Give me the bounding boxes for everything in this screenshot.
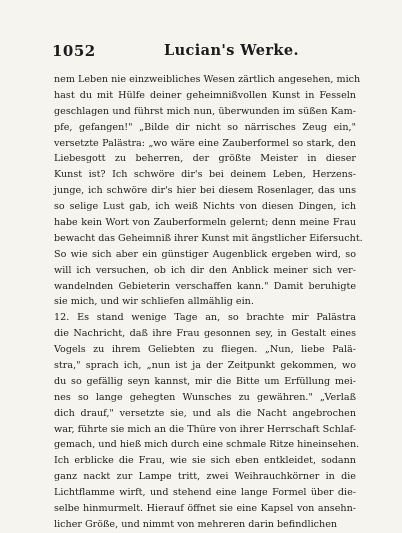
body-text xyxy=(54,72,363,533)
text-line: Kunst ist? Ich schwöre dir's bei deinem Leben, Herzens- xyxy=(54,169,356,181)
text-line: die Nachricht, daß ihre Frau gesonnen sey, in Gestalt eines xyxy=(54,328,356,340)
text-line: nem Leben nie einzweibliches Wesen zärtlich angesehen, mich xyxy=(54,74,361,85)
text-line: So wie sich aber ein günstiger Augenblick ergeben wird, so xyxy=(54,248,356,260)
text-line: gemach, und hieß mich durch eine schmale Ritze hineinsehen. xyxy=(54,439,360,451)
text-line: ganz nackt zur Lampe tritt, zwei Weihrauchkörner in die xyxy=(54,471,356,483)
text-line: 12. Es stand wenige Tage an, so brachte mir Palästra xyxy=(54,312,356,324)
text-line: selbe hinmurmelt. Hierauf öffnet sie eine Kapsel von ansehn- xyxy=(54,503,356,515)
text-line: dich drauf," versetzte sie, und als die Nacht angebrochen xyxy=(54,407,356,419)
text-line: junge, ich schwöre dir's hier bei diesem Rosenlager, das uns xyxy=(54,185,356,197)
text-line: hast du mit Hülfe deiner geheimnißvollen Kunst in Fesseln xyxy=(54,89,356,101)
text-line: will ich versuchen, ob ich dir den Anblick meiner sich ver- xyxy=(54,264,356,276)
text-line: nes so lange gehegten Wunsches zu gewähren." „Verlaß xyxy=(54,391,356,403)
text-line: habe kein Wort von Zauberformeln gelernt; denn meine Frau xyxy=(54,217,356,229)
text-line: pfe, gefangen!" „Bilde dir nicht so närrisches Zeug ein," xyxy=(54,121,356,133)
text-line: bewacht das Geheimniß ihrer Kunst mit ängstlicher Eifersucht. xyxy=(54,232,363,244)
text-line: Ich erblicke die Frau, wie sie sich eben entkleidet, sodann xyxy=(54,455,356,467)
text-line: so selige Lust gab, ich weiß Nichts von diesen Dingen, ich xyxy=(54,201,356,213)
text-line: versetzte Palästra: „wo wäre eine Zauberformel so stark, den xyxy=(54,137,356,149)
text-line: Vogels zu ihrem Geliebten zu fliegen. „Nun, liebe Palä- xyxy=(54,344,356,356)
page-number: 1052 xyxy=(52,42,96,60)
text-line: licher Größe, und nimmt von mehreren darin befindlichen xyxy=(54,518,338,530)
text-line: wandelnden Gebieterin verschaffen kann." Damit beruhigte xyxy=(54,280,356,292)
text-line: Lichtflamme wirft, und stehend eine lange Formel über die- xyxy=(54,487,356,499)
text-line: geschlagen und führst mich nun, überwunden im süßen Kam- xyxy=(54,105,356,117)
page-header xyxy=(52,42,352,62)
text-line: du so gefällig seyn kannst, mir die Bitte um Erfüllung mei- xyxy=(54,375,356,387)
running-head: Lucian's Werke. xyxy=(164,42,299,59)
text-line: Liebesgott zu beherren, der größte Meister in dieser xyxy=(54,153,356,165)
text-line: war, führte sie mich an die Thüre von ihrer Herrschaft Schlaf- xyxy=(54,423,356,435)
text-line: sie mich, und wir schliefen allmählig ein. xyxy=(54,296,254,308)
text-line: stra," sprach ich, „nun ist ja der Zeitpunkt gekommen, wo xyxy=(54,360,356,372)
